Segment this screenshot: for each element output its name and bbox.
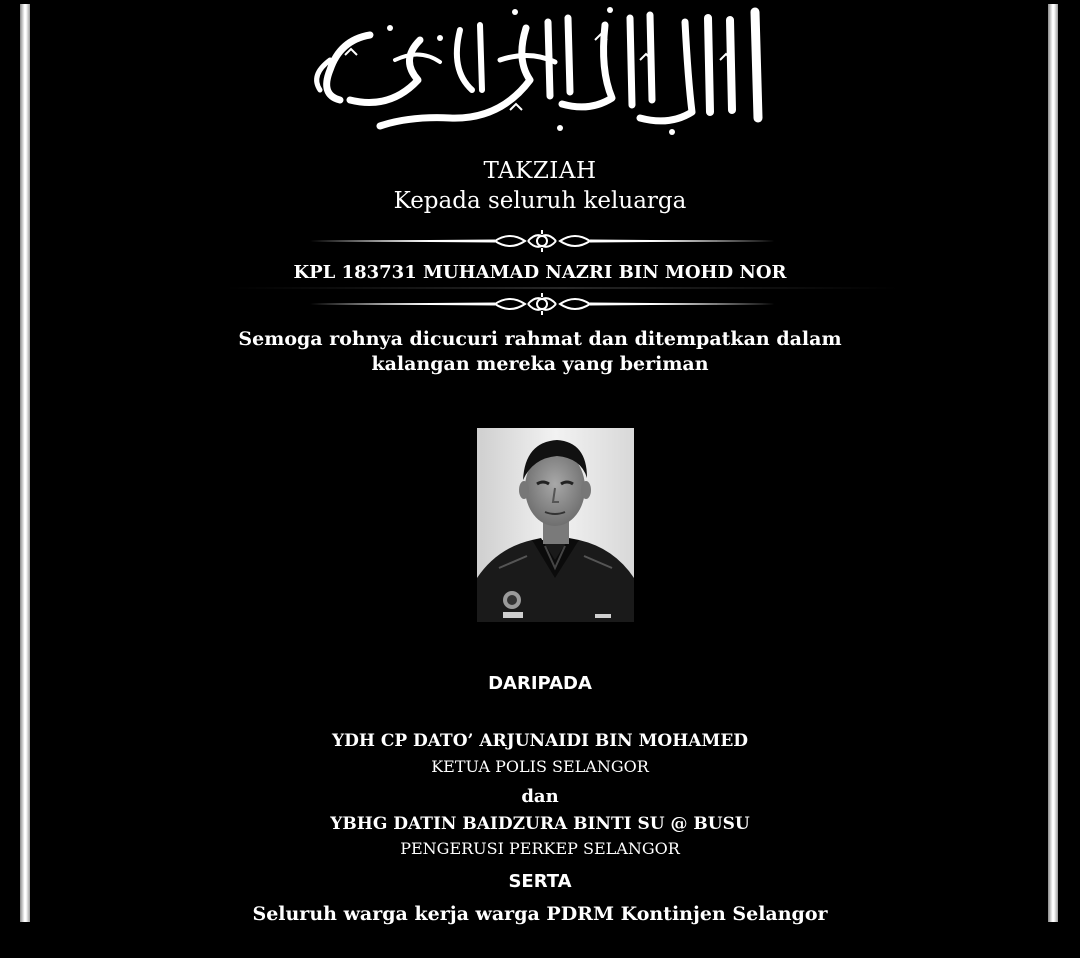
from-label: DARIPADA [488,673,592,694]
portrait-photo [477,428,634,622]
and-word: dan [521,786,559,807]
staff-line: Seluruh warga kerja warga PDRM Kontinjen Selangor [252,903,828,925]
sender-2-role: PENGERUSI PERKEP SELANGOR [400,839,680,858]
arabic-calligraphy-icon [300,0,775,140]
heading: TAKZIAH [483,158,597,184]
left-frame-bar [20,4,30,922]
ornamental-divider-icon [310,229,775,253]
prayer-line-2: kalangan mereka yang beriman [371,353,709,375]
also-label: SERTA [508,871,572,892]
prayer-text [0,327,1080,377]
divider-glow [225,287,900,289]
right-frame-bar [1048,4,1058,922]
ornamental-divider-icon [310,292,775,316]
prayer-line-1: Semoga rohnya dicucuri rahmat dan ditempatkan dalam [238,328,842,350]
deceased-name: KPL 183731 MUHAMAD NAZRI BIN MOHD NOR [293,262,787,283]
subheading: Kepada seluruh keluarga [393,188,687,214]
sender-1-role: KETUA POLIS SELANGOR [431,757,649,776]
sender-1-name: YDH CP DATO’ ARJUNAIDI BIN MOHAMED [331,731,749,751]
sender-2-name: YBHG DATIN BAIDZURA BINTI SU @ BUSU [330,814,750,834]
